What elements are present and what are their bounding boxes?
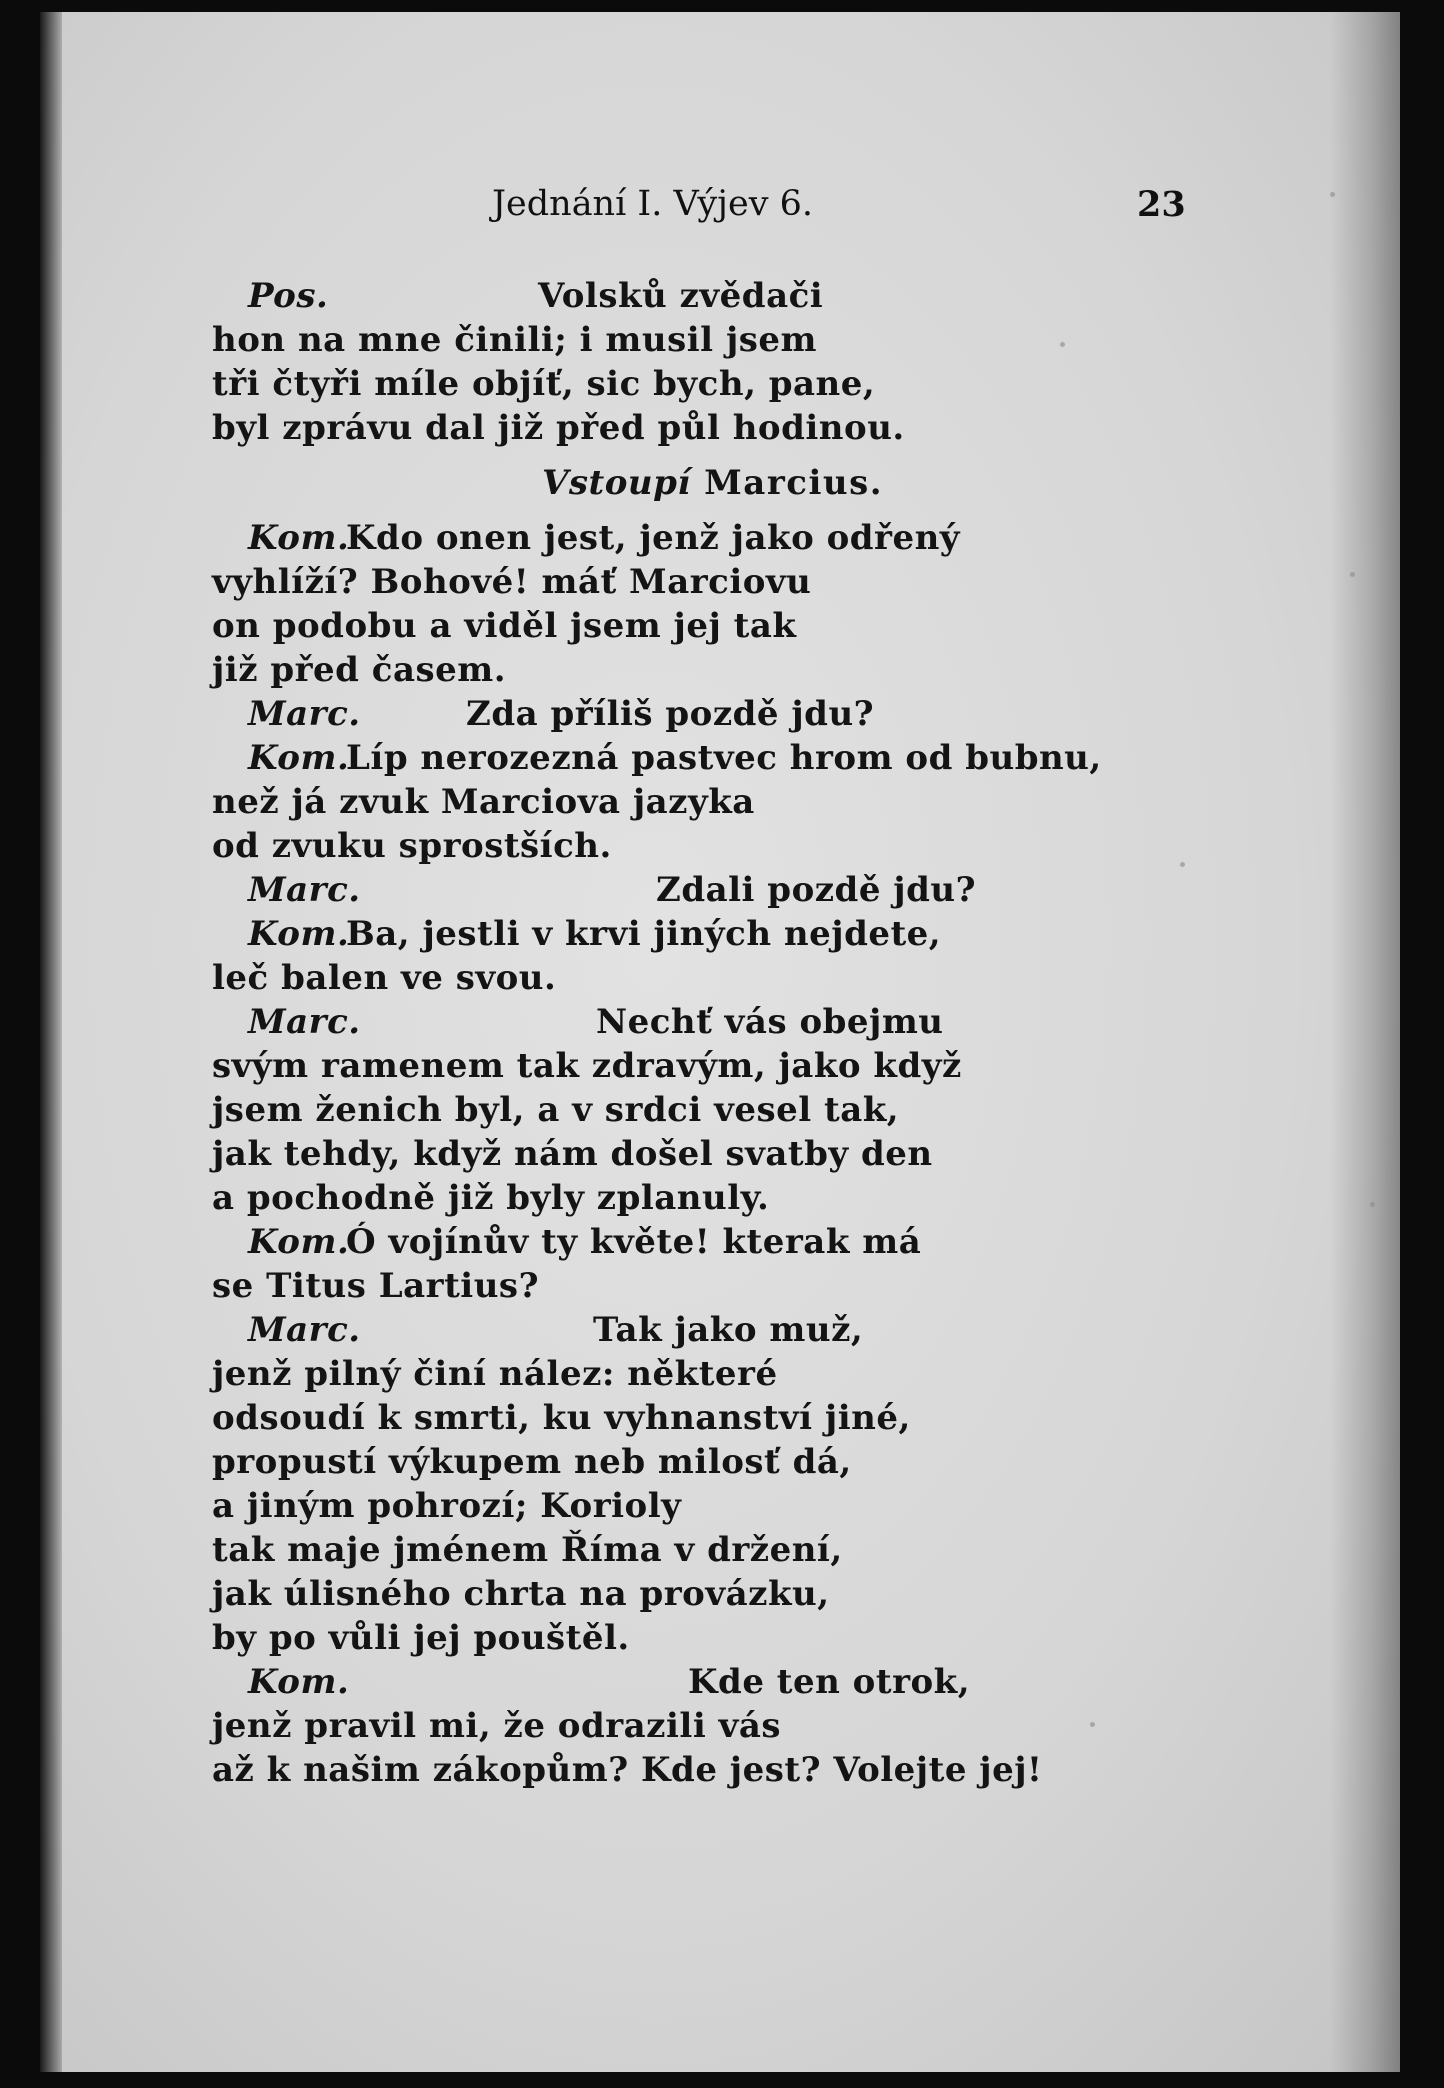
verse-line xyxy=(212,604,1212,648)
verse-text: jak tehdy, když nám došel svatby den xyxy=(212,1134,933,1174)
verse-line xyxy=(212,1220,1212,1264)
paper-speck xyxy=(1350,572,1355,577)
speaker-name: Marc. xyxy=(248,870,361,910)
speaker-name: Marc. xyxy=(248,1310,361,1350)
verse-text: byl zprávu dal již před půl hodinou. xyxy=(212,408,905,448)
verse-text: Tak jako muž, xyxy=(593,1310,864,1350)
speaker-name: Kom. xyxy=(248,1222,350,1262)
verse-line xyxy=(212,1000,1212,1044)
verse-line xyxy=(212,1132,1212,1176)
speaker-name: Pos. xyxy=(248,276,329,316)
verse-text: a pochodně již byly zplanuly. xyxy=(212,1178,770,1218)
verse-line xyxy=(212,1748,1212,1792)
speaker-name: Marc. xyxy=(248,1002,361,1042)
verse-line xyxy=(212,1264,1212,1308)
verse-text: od zvuku sprostších. xyxy=(212,826,612,866)
verse-line xyxy=(212,1484,1212,1528)
verse-line xyxy=(212,912,1212,956)
verse-line xyxy=(212,1396,1212,1440)
verse-text: propustí výkupem neb milosť dá, xyxy=(212,1442,852,1482)
verse-line xyxy=(212,1660,1212,1704)
verse-line xyxy=(212,560,1212,604)
verse-line xyxy=(212,648,1212,692)
verse-line xyxy=(212,1176,1212,1220)
verse-text: jenž pravil mi, že odrazili vás xyxy=(212,1706,781,1746)
verse-text: Ba, jestli v krvi jiných nejdete, xyxy=(346,914,942,954)
verse-line xyxy=(212,1088,1212,1132)
verse-text: a jiným pohrozí; Korioly xyxy=(212,1486,682,1526)
speaker-name: Marc. xyxy=(248,694,361,734)
verse-text: odsoudí k smrti, ku vyhnanství jiné, xyxy=(212,1398,911,1438)
page-edge-shadow xyxy=(1330,12,1400,2072)
verse-text: se Titus Lartius? xyxy=(212,1266,539,1306)
verse-text: Kdo onen jest, jenž jako odřený xyxy=(346,518,961,558)
verse-text: Ó vojínův ty květe! kterak má xyxy=(346,1222,922,1262)
stage-direction-name: Marcius. xyxy=(690,463,884,503)
verse-line xyxy=(212,406,1212,450)
verse-line xyxy=(212,1704,1212,1748)
verse-line xyxy=(212,362,1212,406)
paper-speck xyxy=(1370,1202,1375,1207)
verse-line xyxy=(212,516,1212,560)
verse-line xyxy=(212,1528,1212,1572)
verse-text: Zdali pozdě jdu? xyxy=(656,870,977,910)
verse-line xyxy=(212,868,1212,912)
verse-line xyxy=(212,274,1212,318)
stage-direction-verb: Vstoupí xyxy=(542,463,691,503)
verse-text: leč balen ve svou. xyxy=(212,958,557,998)
verse-text: Volsků zvědači xyxy=(538,276,824,316)
play-text xyxy=(212,274,1212,1792)
verse-text: svým ramenem tak zdravým, jako když xyxy=(212,1046,962,1086)
verse-text: Líp nerozezná pastvec hrom od bubnu, xyxy=(346,738,1102,778)
speaker-name: Kom. xyxy=(248,1662,350,1702)
verse-line xyxy=(212,1440,1212,1484)
verse-text: hon na mne činili; i musil jsem xyxy=(212,320,817,360)
verse-text: by po vůli jej pouštěl. xyxy=(212,1618,630,1658)
verse-text: on podobu a viděl jsem jej tak xyxy=(212,606,797,646)
verse-line xyxy=(212,1352,1212,1396)
verse-text: Nechť vás obejmu xyxy=(596,1002,944,1042)
verse-line xyxy=(212,780,1212,824)
running-header xyxy=(492,184,1192,234)
verse-text: tři čtyři míle objíť, sic bych, pane, xyxy=(212,364,876,404)
verse-text: již před časem. xyxy=(212,650,507,690)
verse-text: než já zvuk Marciova jazyka xyxy=(212,782,755,822)
page-number: 23 xyxy=(1137,184,1186,225)
stage-direction xyxy=(212,461,1212,505)
verse-text: vyhlíží? Bohové! máť Marciovu xyxy=(212,562,812,602)
verse-text: Kde ten otrok, xyxy=(688,1662,971,1702)
verse-line xyxy=(212,1044,1212,1088)
speaker-name: Kom. xyxy=(248,518,350,558)
book-page xyxy=(40,12,1400,2072)
verse-line xyxy=(212,1616,1212,1660)
verse-text: tak maje jménem Říma v držení, xyxy=(212,1530,843,1570)
verse-line xyxy=(212,736,1212,780)
verse-line xyxy=(212,318,1212,362)
speaker-name: Kom. xyxy=(248,738,350,778)
verse-text: jak úlisného chrta na provázku, xyxy=(212,1574,830,1614)
verse-line xyxy=(212,692,1212,736)
page-binding-shadow xyxy=(40,12,62,2072)
verse-text: jenž pilný činí nález: některé xyxy=(212,1354,778,1394)
header-title: Jednání I. Výjev 6. xyxy=(492,184,813,224)
speaker-name: Kom. xyxy=(248,914,350,954)
paper-speck xyxy=(1330,192,1335,197)
verse-text: Zda příliš pozdě jdu? xyxy=(466,694,875,734)
verse-line xyxy=(212,1572,1212,1616)
verse-text: jsem ženich byl, a v srdci vesel tak, xyxy=(212,1090,900,1130)
verse-line xyxy=(212,1308,1212,1352)
verse-text: až k našim zákopům? Kde jest? Volejte jej! xyxy=(212,1750,1043,1790)
verse-line xyxy=(212,824,1212,868)
verse-line xyxy=(212,956,1212,1000)
